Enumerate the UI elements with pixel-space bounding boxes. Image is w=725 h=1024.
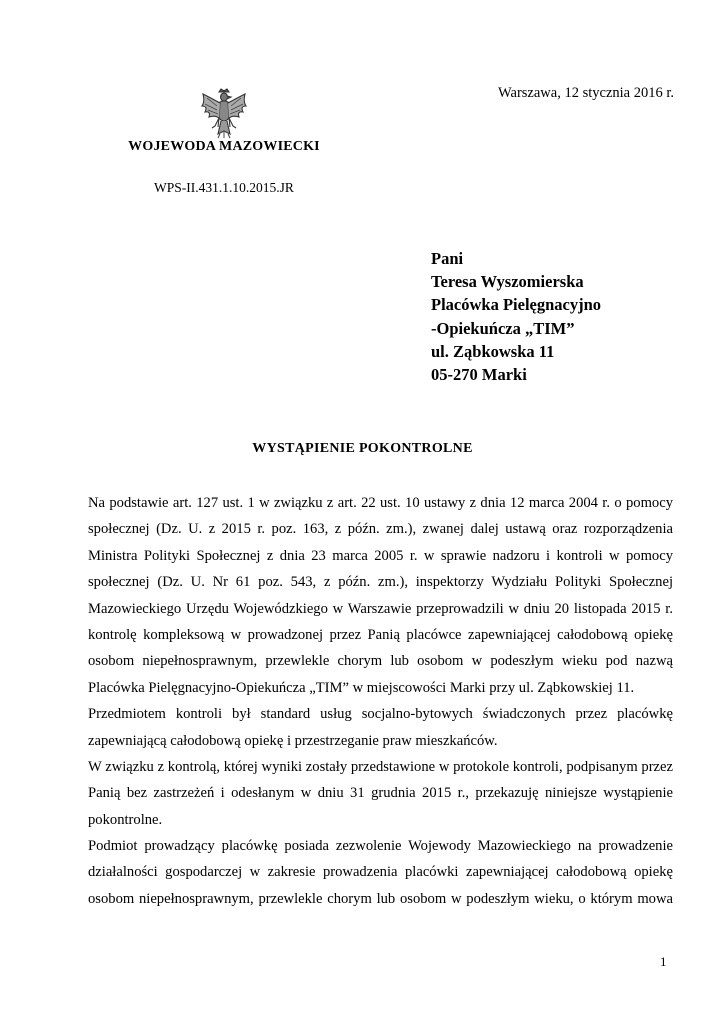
body-line: Mazowieckiego Urzędu Wojewódzkiego w Warszawie przeprowadzili w dniu 20 listopada 2015 r. (88, 600, 673, 617)
body-text (88, 490, 673, 912)
recipient-line: ul. Ząbkowska 11 (431, 341, 555, 361)
body-line: W związku z kontrolą, której wyniki zostały przedstawione w protokole kontroli, podpisanym przez (88, 758, 673, 775)
body-line: społecznej (Dz. U. Nr 61 poz. 543, z późn. zm.), inspektorzy Wydziału Polityki Społecznej (88, 574, 673, 591)
recipient-line: Teresa Wyszomierska (431, 272, 584, 292)
reference-number: WPS-II.431.1.10.2015.JR (154, 180, 294, 195)
recipient-line: 05-270 Marki (431, 365, 527, 385)
body-line: osobom niepełnosprawnym, przewlekle chorym lub osobom w podeszłym wieku, o którym mowa (88, 890, 673, 907)
recipient-address (431, 247, 601, 386)
body-line: Placówka Pielęgnacyjno-Opiekuńcza „TIM” w miejscowości Marki przy ul. Ząbkowskiej 11. (88, 679, 635, 696)
document-title: WYSTĄPIENIE POKONTROLNE (252, 441, 473, 456)
body-line: kontrolę kompleksową w prowadzonej przez Panią placówce zapewniającej całodobową opiekę (88, 626, 673, 643)
polish-eagle-emblem-icon (199, 88, 249, 140)
page-number: 1 (660, 954, 667, 969)
letter-date: Warszawa, 12 stycznia 2016 r. (498, 85, 674, 101)
body-line: Na podstawie art. 127 ust. 1 w związku z art. 22 ust. 10 ustawy z dnia 12 marca 2004 r. o pomocy (88, 495, 673, 511)
body-line: Przedmiotem kontroli był standard usług socjalno-bytowych świadczonych przez placówkę (88, 706, 673, 723)
recipient-line: Placówka Pielęgnacyjno (431, 295, 602, 315)
body-line: zapewniającą całodobową opiekę i przestrzeganie praw mieszkańców. (88, 732, 498, 749)
body-line: Ministra Polityki Społecznej z dnia 23 marca 2005 r. w sprawie nadzoru i kontroli w pomocy (88, 547, 673, 564)
recipient-line: -Opiekuńcza „TIM” (431, 318, 575, 338)
body-line: Podmiot prowadzący placówkę posiada zezwolenie Wojewody Mazowieckiego na prowadzenie (88, 838, 673, 855)
body-line: działalności gospodarczej w zakresie prowadzenia placówki zapewniającej całodobową opiekę (88, 864, 673, 881)
recipient-line: Pani (431, 249, 464, 268)
body-line: pokontrolne. (88, 811, 163, 828)
body-line: Panią bez zastrzeżeń i odesłanym w dniu 31 grudnia 2015 r., przekazuję niniejsze wystąpienie (88, 785, 673, 802)
body-line: społecznej (Dz. U. z 2015 r. poz. 163, z późn. zm.), zwanej dalej ustawą oraz rozporządzenia (88, 521, 673, 538)
issuing-authority: WOJEWODA MAZOWIECKI (128, 139, 320, 154)
body-line: osobom niepełnosprawnym, przewlekle chorym lub osobom w podeszłym wieku pod nazwą (88, 653, 673, 670)
